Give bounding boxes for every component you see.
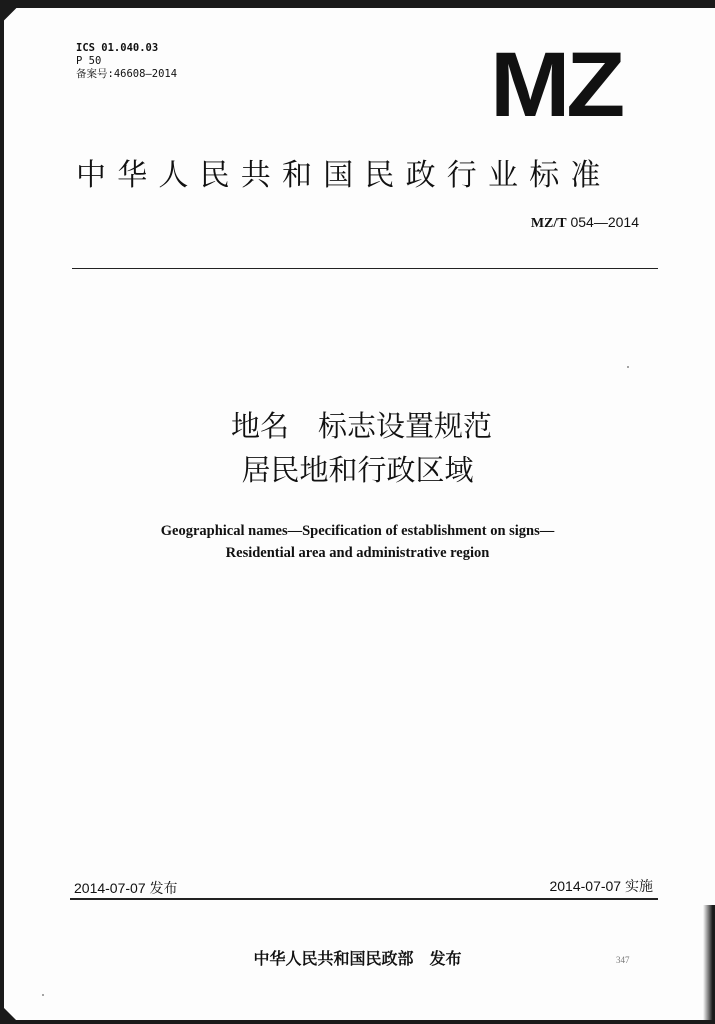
ics-code: ICS 01.040.03	[76, 42, 159, 54]
standard-number-prefix: MZ/T	[530, 216, 567, 231]
effective-date-value: 2014-07-07	[549, 878, 622, 894]
effective-date-label: 实施	[625, 878, 653, 894]
publisher: 中华人民共和国民政部 发布	[253, 949, 462, 968]
issue-date	[74, 878, 178, 898]
scan-edge-top	[0, 0, 715, 8]
mz-logo: MZ	[490, 34, 622, 136]
chinese-title	[0, 404, 715, 492]
english-title	[0, 520, 715, 564]
chinese-title-line2: 居民地和行政区域	[241, 453, 474, 487]
scan-speck	[42, 994, 44, 996]
footer-divider	[70, 898, 658, 900]
standard-number	[531, 214, 639, 232]
issue-date-value: 2014-07-07	[74, 880, 146, 896]
classification-codes	[76, 42, 177, 81]
scan-edge-bottom	[0, 1020, 715, 1024]
ccs-code: P 50	[76, 55, 102, 67]
chinese-title-line1: 地名 标志设置规范	[230, 409, 492, 443]
scan-corner-top-left	[0, 0, 40, 40]
scan-edge-left	[0, 0, 4, 1024]
effective-date	[549, 876, 653, 896]
standard-number-value: 054—2014	[566, 214, 639, 230]
scan-corner-bottom-left	[0, 1002, 22, 1024]
filing-number: 备案号:46608—2014	[76, 68, 178, 80]
english-title-line1: Geographical names—Specification of establishment on signs—	[160, 523, 555, 539]
page-number: 347	[616, 955, 630, 965]
scan-speck	[627, 366, 629, 368]
industry-standard-title: 中华人民共和国民政行业标准	[76, 158, 612, 193]
issue-date-label: 发布	[149, 880, 178, 896]
header-divider	[72, 268, 658, 269]
english-title-line2: Residential area and administrative region	[225, 545, 490, 561]
